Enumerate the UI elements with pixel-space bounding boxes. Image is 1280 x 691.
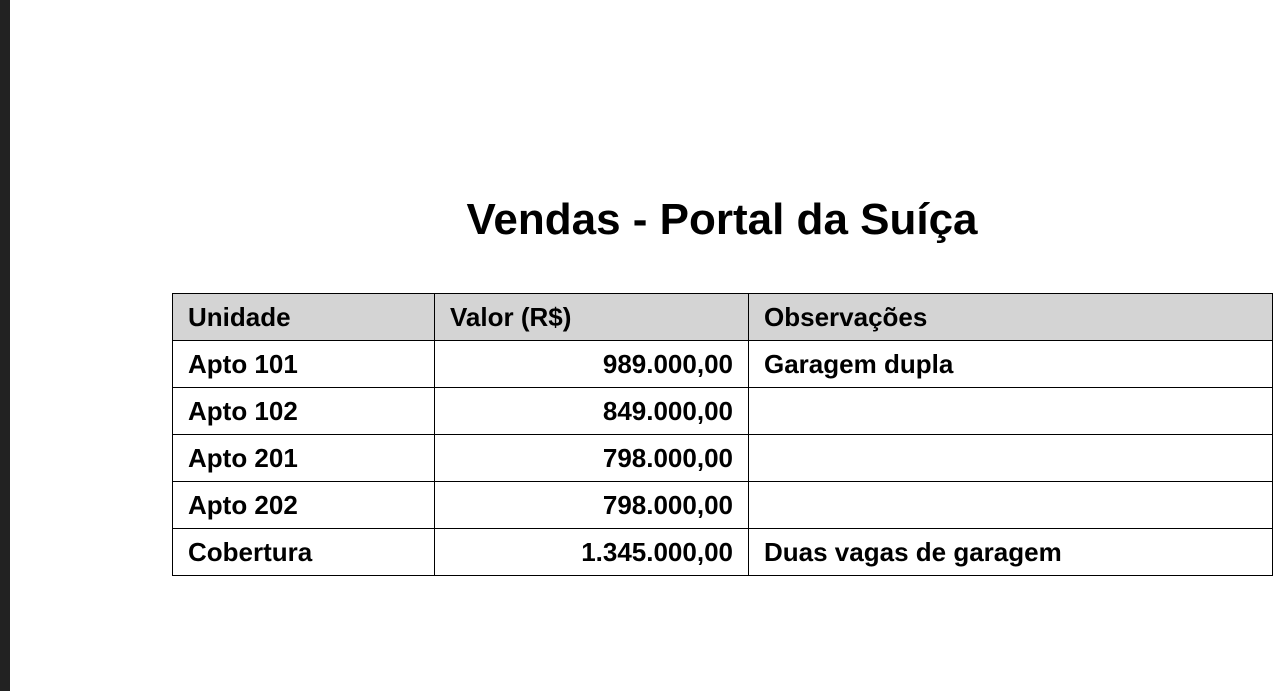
table-row <box>173 482 1273 529</box>
table-row <box>173 435 1273 482</box>
table-row <box>173 388 1273 435</box>
header-observacoes: Observações <box>749 294 1273 341</box>
cell-valor: 798.000,00 <box>435 435 749 482</box>
table-row <box>173 529 1273 576</box>
cell-valor: 849.000,00 <box>435 388 749 435</box>
cell-observacoes: Garagem dupla <box>749 341 1273 388</box>
table-header-row <box>173 294 1273 341</box>
header-unidade: Unidade <box>173 294 435 341</box>
cell-observacoes <box>749 482 1273 529</box>
cell-observacoes: Duas vagas de garagem <box>749 529 1273 576</box>
cell-observacoes <box>749 435 1273 482</box>
cell-valor: 1.345.000,00 <box>435 529 749 576</box>
cell-unidade: Cobertura <box>173 529 435 576</box>
cell-unidade: Apto 101 <box>173 341 435 388</box>
table-row <box>173 341 1273 388</box>
cell-unidade: Apto 202 <box>173 482 435 529</box>
cell-valor: 989.000,00 <box>435 341 749 388</box>
header-valor: Valor (R$) <box>435 294 749 341</box>
window-edge <box>0 0 10 691</box>
cell-valor: 798.000,00 <box>435 482 749 529</box>
cell-observacoes <box>749 388 1273 435</box>
cell-unidade: Apto 102 <box>173 388 435 435</box>
document-title: Vendas - Portal da Suíça <box>466 195 978 244</box>
cell-unidade: Apto 201 <box>173 435 435 482</box>
sales-table <box>172 293 1273 576</box>
